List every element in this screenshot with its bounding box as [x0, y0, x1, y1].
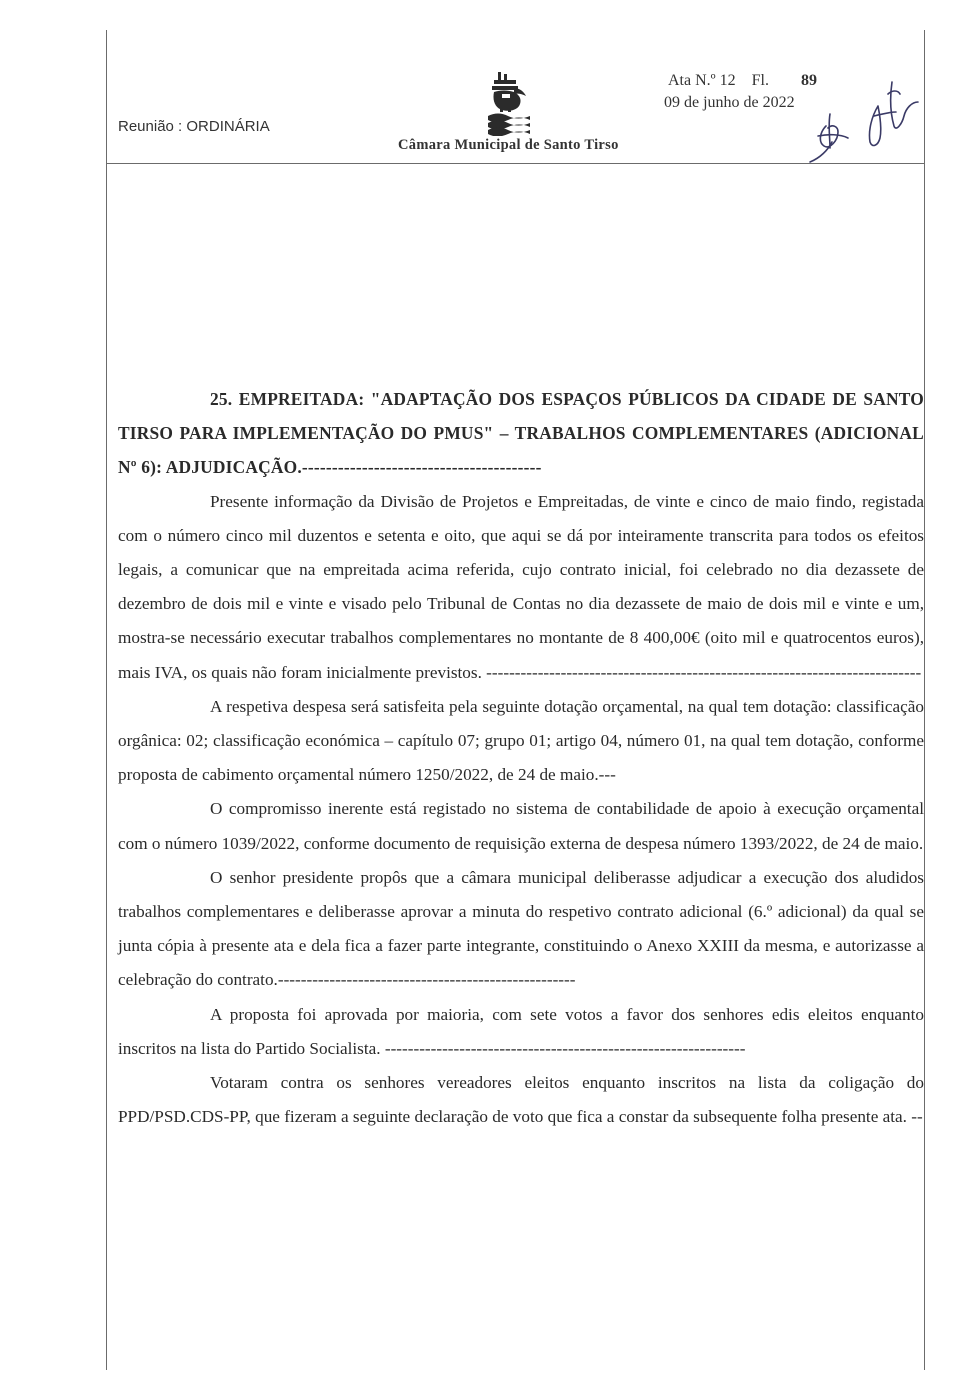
minutes-body [118, 382, 924, 1134]
paragraph-information: Presente informação da Divisão de Projetos e Empreitadas, de vinte e cinco de maio findo, registada com o número cinco mil duzentos e setenta e oito, que aqui se dá por inteiramente transcrita para todos os efeitos legais, a comunicar que na empreitada acima referida, cujo contrato inicial, foi celebrado no dia dezassete de dezembro de dois mil e vinte e visado pelo Tribunal de Contas no dia dezassete de maio de dois mil e vinte e um, mostra-se necessário executar trabalhos complementares no montante de 8 400,00€ (oito mil e quatrocentos euros), mais IVA, os quais não foram inicialmente previstos. ---------------------------------------------------------------------------- [118, 491, 924, 682]
paragraph-votes-against: Votaram contra os senhores vereadores eleitos enquanto inscritos na lista da coligação do PPD/PSD.CDS-PP, que fizeram a seguinte declaração de voto que fica a constar da subsequente folha presente ata. -- [118, 1073, 924, 1127]
sheet-number: 89 [800, 72, 817, 89]
paragraph-budget: A respetiva despesa será satisfeita pela seguinte dotação orçamental, na qual tem dotação: classificação orgânica: 02; classificação económica – capítulo 07; grupo 01; artigo 04, número 01, na qual tem dotação, conforme proposta de cabimento orçamental número 1250/2022, de 24 de maio.--- [118, 696, 924, 785]
sheet-label: Fl. [751, 72, 769, 89]
minutes-label: Ata N.º 12 [668, 72, 736, 89]
meeting-date: 09 de junho de 2022 [664, 94, 795, 111]
paragraph-commitment: O compromisso inerente está registado no sistema de contabilidade de apoio à execução orçamental com o número 1039/2022, conforme documento de requisição externa de despesa número 1393/2022, de 24 de maio. [118, 799, 924, 853]
session-type: Reunião : ORDINÁRIA [118, 118, 270, 135]
minutes-number [668, 72, 817, 90]
paragraph-approval: A proposta foi aprovada por maioria, com sete votos a favor dos senhores edis eleitos enquanto inscritos na lista do Partido Socialista. --------------------------------------------------------------- [118, 1004, 924, 1058]
institution-name: Câmara Municipal de Santo Tirso [398, 137, 619, 153]
municipal-crest-icon [484, 70, 534, 136]
page-border-left [106, 30, 107, 1370]
handwritten-initials-icon [808, 66, 926, 166]
header-divider [106, 163, 924, 164]
paragraph-proposal: O senhor presidente propôs que a câmara municipal deliberasse adjudicar a execução dos aludidos trabalhos complementares e deliberasse aprovar a minuta do respetivo contrato adicional (6.º adicional) da qual se junta cópia à presente ata e dela fica a fazer parte integrante, constituindo o Anexo XXIII da mesma, e autorizasse a celebração do contrato.---------------------------------------------------- [118, 867, 924, 990]
agenda-item-title: 25. EMPREITADA: "ADAPTAÇÃO DOS ESPAÇOS PÚBLICOS DA CIDADE DE SANTO TIRSO PARA IMPLEMENTAÇÃO DO PMUS" – TRABALHOS COMPLEMENTARES (ADICIONAL Nº 6): ADJUDICAÇÃO.---------------------------------------- [118, 389, 924, 478]
page-border-right [924, 30, 925, 1370]
